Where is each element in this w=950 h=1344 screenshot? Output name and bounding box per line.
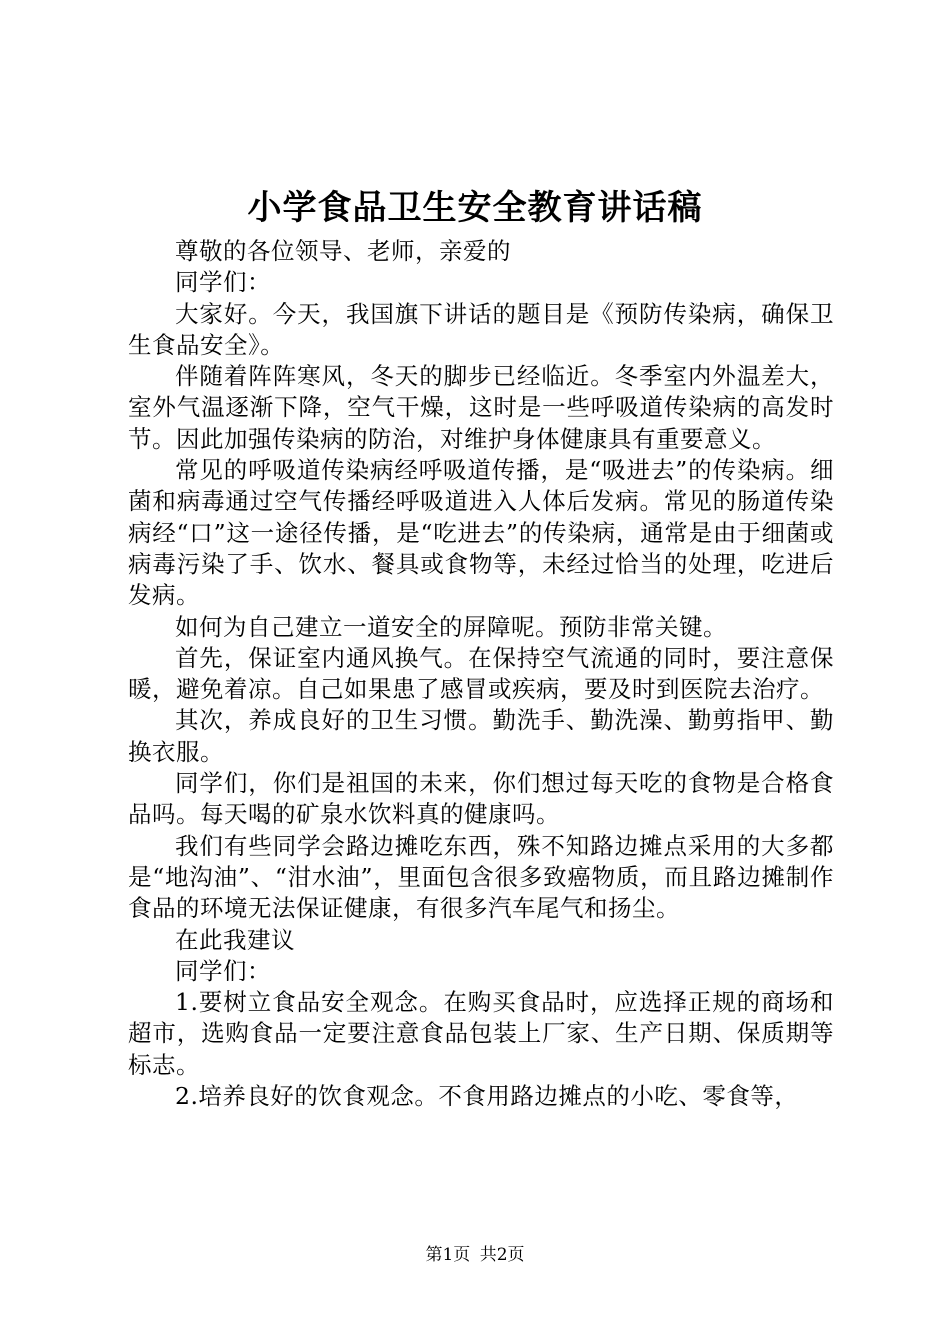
paragraph: 尊敬的各位领导、老师，亲爱的: [175, 237, 511, 265]
paragraph: 其次，养成良好的卫生习惯。勤洗手、勤洗澡、勤剪指甲、勤换衣服。: [128, 706, 834, 766]
paragraph: 同学们，你们是祖国的未来，你们想过每天吃的食物是合格食品吗。每天喝的矿泉水饮料真的健康吗。: [128, 769, 834, 829]
page-number: 第1页: [425, 1245, 471, 1265]
paragraph: 伴随着阵阵寒风，冬天的脚步已经临近。冬季室内外温差大，室外气温逐渐下降，空气干燥，这时是一些呼吸道传染病的高发时节。因此加强传染病的防治，对维护身体健康具有重要意义。: [128, 362, 834, 453]
paragraph: 如何为自己建立一道安全的屏障呢。预防非常关键。: [175, 612, 727, 641]
paragraph: 2.培养良好的饮食观念。不食用路边摊点的小吃、零食等，: [175, 1082, 799, 1111]
document-title: 小学食品卫生安全教育讲话稿: [247, 188, 703, 228]
paragraph: 我们有些同学会路边摊吃东西，殊不知路边摊点采用的大多都是“地沟油”、“泔水油”，里面包含很多致癌物质，而且路边摊制作食品的环境无法保证健康，有很多汽车尾气和扬尘。: [128, 831, 834, 923]
paragraph: 首先，保证室内通风换气。在保持空气流通的同时，要注意保暖，避免着凉。自己如果患了感冒或疾病，要及时到医院去治疗。: [128, 643, 834, 704]
paragraph: 同学们：: [175, 268, 271, 297]
document-body: [128, 236, 834, 1112]
paragraph: 同学们：: [175, 956, 271, 985]
paragraph: 在此我建议: [175, 925, 295, 954]
page-total: 共2页: [479, 1245, 525, 1265]
page-footer: [0, 1244, 950, 1266]
paragraph: 常见的呼吸道传染病经呼吸道传播，是“吸进去”的传染病。细菌和病毒通过空气传播经呼吸道进入人体后发病。常见的肠道传染病经“口”这一途径传播，是“吃进去”的传染病，通常是由于细菌或病毒污染了手、饮水、餐具或食物等，未经过恰当的处理，吃进后发病。: [128, 456, 834, 610]
paragraph: 大家好。今天，我国旗下讲话的题目是《预防传染病，确保卫生食品安全》。: [128, 299, 834, 359]
paragraph: 1.要树立食品安全观念。在购买食品时，应选择正规的商场和超市，选购食品一定要注意食品包装上厂家、生产日期、保质期等标志。: [128, 988, 834, 1079]
